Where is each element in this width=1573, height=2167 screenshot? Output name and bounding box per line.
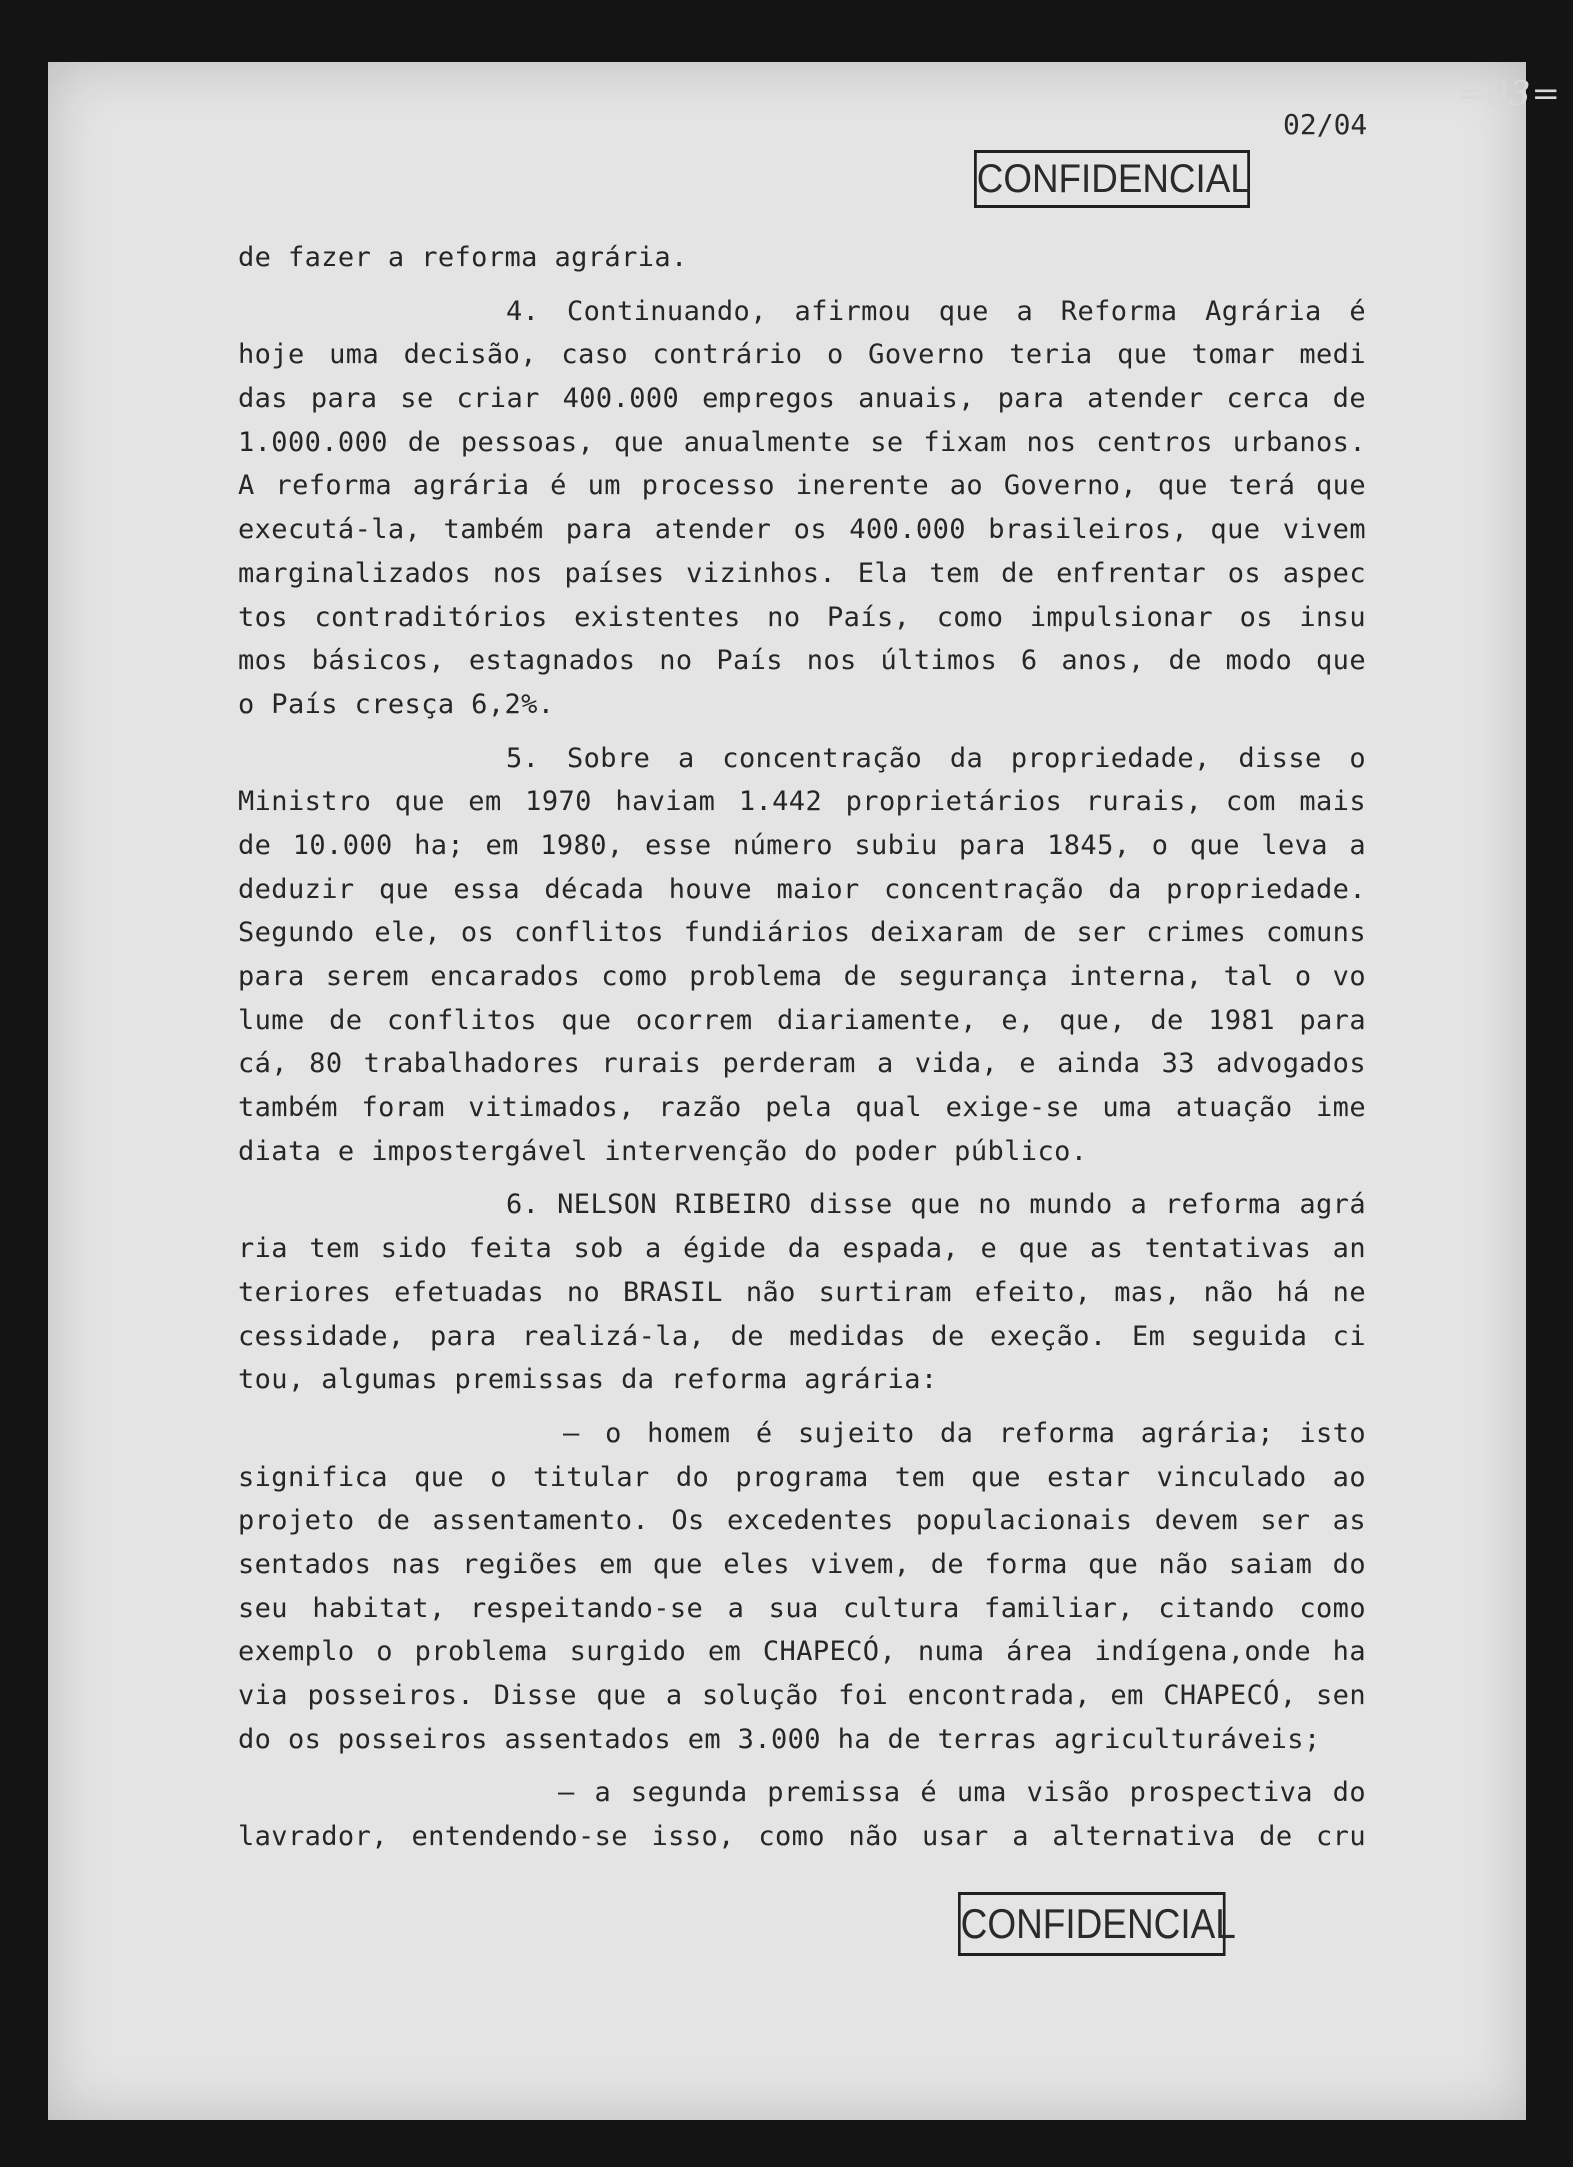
text-line: mos básicos, estagnados no País nos últimos 6 anos, de modo que: [238, 645, 1366, 677]
document-body: [238, 236, 1366, 1859]
text-line: marginalizados nos países vizinhos. Ela tem de enfrentar os aspec: [238, 557, 1366, 589]
text-line: significa que o titular do programa tem que estar vinculado ao: [238, 1461, 1366, 1493]
text-line: para serem encarados como problema de segurança interna, tal o vo: [238, 961, 1366, 992]
text-line: 6. NELSON RIBEIRO disse que no mundo a reforma agrá: [506, 1189, 1366, 1221]
text-line: das para se criar 400.000 empregos anuais, para atender cerca de: [238, 383, 1366, 415]
text-line: exemplo o problema surgido em CHAPECÓ, numa área indígena,onde ha: [238, 1636, 1366, 1668]
text-line: 1.000.000 de pessoas, que anualmente se fixam nos centros urbanos.: [238, 426, 1366, 458]
text-line: de fazer a reforma agrária.: [238, 242, 688, 273]
text-line: via posseiros. Disse que a solução foi encontrada, em CHAPECÓ, sen: [238, 1680, 1366, 1711]
confidential-stamp-top: CONFIDENCIAL: [974, 150, 1250, 208]
text-line: teriores efetuadas no BRASIL não surtiram efeito, mas, não há ne: [238, 1276, 1366, 1308]
text-line: sentados nas regiões em que eles vivem, de forma que não saiam do: [238, 1548, 1366, 1580]
text-line: o País cresça 6,2%.: [238, 688, 555, 720]
confidential-stamp-bottom: CONFIDENCIAL: [958, 1892, 1226, 1956]
text-line: Segundo ele, os conflitos fundiários deixaram de ser crimes comuns: [238, 917, 1366, 949]
text-line: executá-la, também para atender os 400.000 brasileiros, que vivem: [238, 514, 1366, 546]
text-line: — a segunda premissa é uma visão prospectiva do: [558, 1777, 1366, 1809]
text-line: também foram vitimados, razão pela qual exige-se uma atuação ime: [238, 1092, 1366, 1124]
text-line: lume de conflitos que ocorrem diariamente, e, que, de 1981 para: [238, 1004, 1366, 1036]
text-line: hoje uma decisão, caso contrário o Governo teria que tomar medi: [238, 339, 1366, 371]
text-line: seu habitat, respeitando-se a sua cultura familiar, citando como: [238, 1592, 1366, 1624]
text-line: — o homem é sujeito da reforma agrária; isto: [563, 1417, 1366, 1449]
text-line: cá, 80 trabalhadores rurais perderam a vida, e ainda 33 advogados: [238, 1048, 1366, 1080]
text-line: do os posseiros assentados em 3.000 ha de terras agriculturáveis;: [238, 1723, 1321, 1755]
text-line: 5. Sobre a concentração da propriedade, disse o: [506, 742, 1366, 774]
text-line: lavrador, entendendo-se isso, como não usar a alternativa de cru: [238, 1821, 1366, 1853]
text-line: tou, algumas premissas da reforma agrária:: [238, 1364, 938, 1396]
text-line: diata e impostergável intervenção do poder público.: [238, 1135, 1088, 1167]
handwritten-page-mark: =03=: [1456, 74, 1561, 114]
page-number: 02/04: [1283, 108, 1368, 141]
text-line: ria tem sido feita sob a égide da espada, e que as tentativas an: [238, 1233, 1366, 1265]
text-line: projeto de assentamento. Os excedentes populacionais devem ser as: [238, 1505, 1366, 1537]
text-line: A reforma agrária é um processo inerente ao Governo, que terá que: [238, 470, 1366, 502]
text-line: deduzir que essa década houve maior concentração da propriedade.: [238, 873, 1366, 905]
text-line: cessidade, para realizá-la, de medidas de exeção. Em seguida ci: [238, 1320, 1366, 1352]
text-line: de 10.000 ha; em 1980, esse número subiu para 1845, o que leva a: [238, 829, 1366, 861]
text-line: tos contraditórios existentes no País, como impulsionar os insu: [238, 601, 1366, 633]
text-line: Ministro que em 1970 haviam 1.442 proprietários rurais, com mais: [238, 786, 1366, 818]
text-line: 4. Continuando, afirmou que a Reforma Agrária é: [506, 295, 1366, 327]
